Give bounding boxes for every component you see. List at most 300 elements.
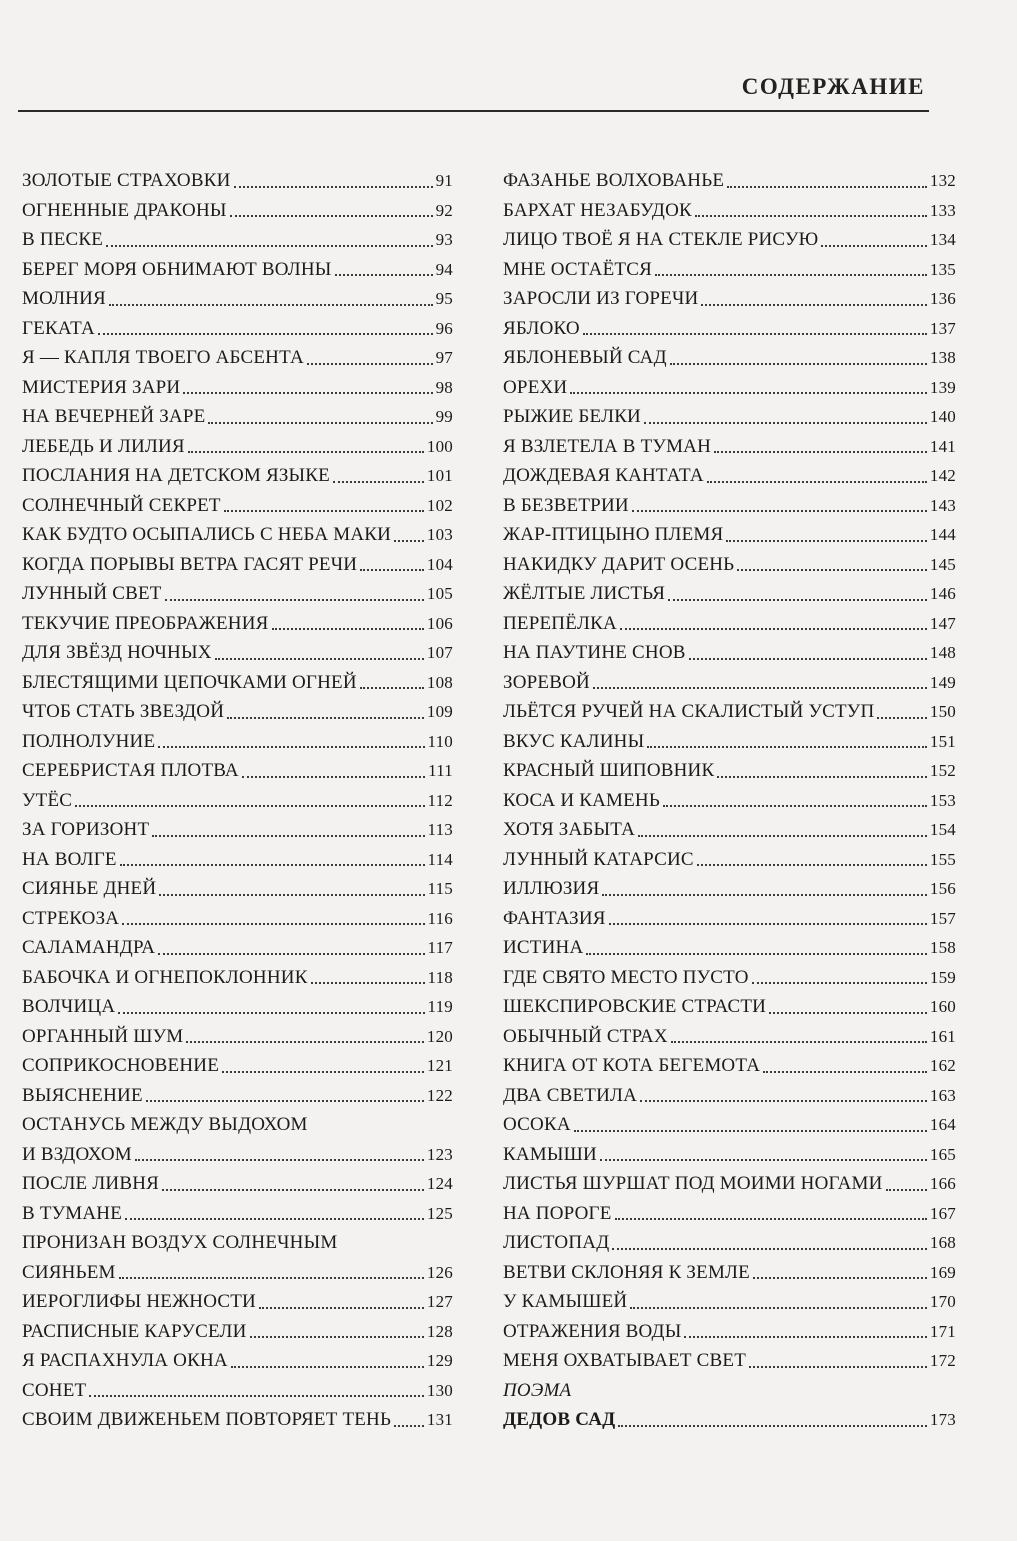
toc-entry xyxy=(22,1258,453,1288)
toc-entry-page: 105 xyxy=(426,584,453,603)
toc-entry-title: ИЕРОГЛИФЫ НЕЖНОСТИ xyxy=(22,1291,256,1312)
toc-entry xyxy=(22,550,453,580)
toc-entry-title: БЕРЕГ МОРЯ ОБНИМАЮТ ВОЛНЫ xyxy=(22,258,332,280)
toc-entry-page: 156 xyxy=(929,879,956,898)
toc-entry-page: 158 xyxy=(929,938,956,957)
toc-entry-title: ЛУННЫЙ СВЕТ xyxy=(22,583,162,604)
dot-leader xyxy=(208,422,432,424)
toc-entry-page: 157 xyxy=(929,908,956,928)
toc-entry-title: КАК БУДТО ОСЫПАЛИСЬ С НЕБА МАКИ xyxy=(22,524,392,545)
dot-leader xyxy=(98,333,433,335)
toc-entry xyxy=(503,1405,956,1435)
dot-leader xyxy=(311,982,425,984)
toc-entry xyxy=(22,874,453,904)
toc-entry-title: В БЕЗВЕТРИИ xyxy=(503,494,629,516)
dot-leader xyxy=(394,1425,424,1427)
toc-entry-page: 142 xyxy=(929,466,956,485)
toc-entry-title: ЗАРОСЛИ ИЗ ГОРЕЧИ xyxy=(503,288,699,309)
dot-leader xyxy=(821,245,926,247)
toc-entry-page: 117 xyxy=(427,938,453,957)
dot-leader xyxy=(647,746,927,748)
toc-entry-page: 131 xyxy=(426,1410,453,1429)
toc-entry xyxy=(22,579,453,609)
toc-entry xyxy=(22,491,453,521)
toc-entry-page: 151 xyxy=(929,731,956,751)
dot-leader xyxy=(618,1425,927,1427)
toc-entry-page: 128 xyxy=(426,1321,453,1341)
toc-entry-page: 164 xyxy=(929,1115,956,1134)
dot-leader xyxy=(125,1218,424,1220)
dot-leader xyxy=(763,1071,927,1073)
toc-entry-page: 162 xyxy=(929,1056,956,1075)
dot-leader xyxy=(655,274,927,276)
toc-entry-page: 147 xyxy=(929,613,956,633)
toc-entry-page: 103 xyxy=(426,525,453,544)
toc-entry-title: ВЫЯСНЕНИЕ xyxy=(22,1084,143,1106)
toc-entry-title: НА ВОЛГЕ xyxy=(22,848,117,870)
toc-entry xyxy=(503,491,956,521)
toc-entry xyxy=(503,933,956,963)
toc-entry-title: ЗА ГОРИЗОНТ xyxy=(22,819,150,840)
toc-entry-page: 169 xyxy=(929,1262,956,1282)
toc-entry-title: ЖЁЛТЫЕ ЛИСТЬЯ xyxy=(503,583,666,604)
toc-entry-title: ЛИЦО ТВОЁ Я НА СТЕКЛЕ РИСУЮ xyxy=(503,229,819,250)
header-divider xyxy=(18,110,929,112)
dot-leader xyxy=(360,569,424,571)
dot-leader xyxy=(586,953,927,955)
toc-entry-page: 116 xyxy=(427,908,453,928)
page-title: СОДЕРЖАНИЕ xyxy=(741,74,925,99)
toc-entry xyxy=(503,550,956,580)
dot-leader xyxy=(333,481,424,483)
toc-entry-page: 100 xyxy=(426,436,453,456)
toc-entry-title: Я РАСПАХНУЛА ОКНА xyxy=(22,1350,228,1371)
toc-entry-title: СВОИМ ДВИЖЕНЬЕМ ПОВТОРЯЕТ ТЕНЬ xyxy=(22,1409,392,1430)
toc-entry-title: ПОСЛАНИЯ НА ДЕТСКОМ ЯЗЫКЕ xyxy=(22,465,330,486)
dot-leader xyxy=(146,1100,424,1102)
toc-entry xyxy=(22,343,453,373)
toc-entry-title: ПОЭМА xyxy=(503,1379,572,1401)
toc-entry xyxy=(22,1346,453,1376)
toc-entry-title: КОСА И КАМЕНЬ xyxy=(503,789,660,811)
toc-entry xyxy=(22,756,453,786)
toc-entry xyxy=(503,1169,956,1199)
toc-entry-page: 136 xyxy=(929,289,956,308)
toc-entry xyxy=(503,1317,956,1347)
toc-entry-page: 101 xyxy=(426,466,453,485)
dot-leader xyxy=(714,451,927,453)
dot-leader xyxy=(609,923,927,925)
toc-entry xyxy=(22,786,453,816)
toc-entry-title: ОРГАННЫЙ ШУМ xyxy=(22,1025,184,1047)
toc-entry-page: 99 xyxy=(435,407,453,426)
toc-entry xyxy=(503,874,956,904)
toc-entry-page: 153 xyxy=(929,790,956,810)
toc-entry xyxy=(503,1051,956,1081)
toc-entry-page: 155 xyxy=(929,849,956,869)
toc-entry-page: 92 xyxy=(435,200,453,220)
toc-entry xyxy=(503,461,956,491)
toc-entry-page: 91 xyxy=(435,171,453,190)
toc-entry-page: 170 xyxy=(929,1292,956,1311)
dot-leader xyxy=(632,510,927,512)
toc-entry-title: ЯБЛОНЕВЫЙ САД xyxy=(503,347,667,368)
toc-entry xyxy=(22,845,453,875)
toc-entry-title: КРАСНЫЙ ШИПОВНИК xyxy=(503,760,715,781)
toc-entry-title: САЛАМАНДРА xyxy=(22,937,156,958)
dot-leader xyxy=(663,805,927,807)
toc-entry-title: ЛИСТЬЯ ШУРШАТ ПОД МОИМИ НОГАМИ xyxy=(503,1173,883,1194)
dot-leader xyxy=(737,569,927,571)
toc-column-right xyxy=(503,166,956,1435)
dot-leader xyxy=(671,1041,927,1043)
toc-entry xyxy=(22,1022,453,1052)
toc-entry-page: 130 xyxy=(426,1380,453,1400)
toc-entry-title: И ВЗДОХОМ xyxy=(22,1143,132,1165)
dot-leader xyxy=(689,658,927,660)
toc-entry-page: 163 xyxy=(929,1085,956,1105)
toc-entry xyxy=(22,933,453,963)
toc-entry-title: СИЯНЬЕ ДНЕЙ xyxy=(22,878,157,899)
dot-leader xyxy=(227,717,424,719)
toc-entry xyxy=(22,992,453,1022)
dot-leader xyxy=(230,215,433,217)
toc-entry-title: ПЕРЕПЁЛКА xyxy=(503,612,617,634)
toc-entry-page: 104 xyxy=(426,554,453,574)
toc-entry-title: ГДЕ СВЯТО МЕСТО ПУСТО xyxy=(503,966,749,988)
toc-entry xyxy=(22,697,453,727)
toc-entry xyxy=(503,225,956,255)
toc-entry-page: 107 xyxy=(426,643,453,662)
toc-entry-title: ШЕКСПИРОВСКИЕ СТРАСТИ xyxy=(503,996,767,1017)
toc-entry-title: БЛЕСТЯЩИМИ ЦЕПОЧКАМИ ОГНЕЙ xyxy=(22,671,357,693)
dot-leader xyxy=(593,687,927,689)
toc-entry-page: 123 xyxy=(426,1144,453,1164)
toc-entry-page: 173 xyxy=(929,1410,956,1429)
toc-entry-page: 111 xyxy=(428,761,453,780)
toc-entry-title: ДОЖДЕВАЯ КАНТАТА xyxy=(503,465,704,486)
toc-entry xyxy=(503,727,956,757)
toc-entry-page: 137 xyxy=(929,318,956,338)
toc-entry xyxy=(22,314,453,344)
toc-entry-page: 127 xyxy=(426,1292,453,1311)
toc-entry xyxy=(503,373,956,403)
toc-entry xyxy=(503,1376,956,1406)
toc-entry-title: ЛЬЁТСЯ РУЧЕЙ НА СКАЛИСТЫЙ УСТУП xyxy=(503,701,875,722)
dot-leader xyxy=(259,1307,424,1309)
toc-entry xyxy=(503,1022,956,1052)
toc-entry-page: 119 xyxy=(427,997,453,1016)
dot-leader xyxy=(152,835,424,837)
toc-entry-page: 149 xyxy=(929,672,956,692)
toc-entry xyxy=(503,196,956,226)
dot-leader xyxy=(717,776,927,778)
dot-leader xyxy=(307,363,433,365)
toc-entry-page: 141 xyxy=(929,436,956,456)
toc-entry xyxy=(22,255,453,285)
toc-entry-page: 168 xyxy=(929,1233,956,1252)
dot-leader xyxy=(695,215,927,217)
toc-entry-page: 148 xyxy=(929,643,956,662)
dot-leader xyxy=(600,1159,927,1161)
dot-leader xyxy=(697,864,927,866)
toc-entry-page: 160 xyxy=(929,997,956,1016)
toc-entry-title: ФАЗАНЬЕ ВОЛХОВАНЬЕ xyxy=(503,170,725,191)
toc-entry xyxy=(503,845,956,875)
toc-entry xyxy=(22,1317,453,1347)
toc-entry xyxy=(22,638,453,668)
dot-leader xyxy=(615,1218,927,1220)
toc-entry xyxy=(22,963,453,993)
toc-entry-page: 152 xyxy=(929,761,956,780)
toc-entry xyxy=(503,668,956,698)
toc-entry-page: 145 xyxy=(929,554,956,574)
toc-entry xyxy=(22,1376,453,1406)
toc-entry-title: ОСОКА xyxy=(503,1114,571,1135)
dot-leader xyxy=(109,304,433,306)
dot-leader xyxy=(360,687,424,689)
toc-entry xyxy=(22,196,453,226)
toc-entry-title: СИЯНЬЕМ xyxy=(22,1261,116,1283)
dot-leader xyxy=(886,1189,927,1191)
toc-entry xyxy=(503,1199,956,1229)
dot-leader xyxy=(684,1336,926,1338)
toc-entry-title: ПОСЛЕ ЛИВНЯ xyxy=(22,1173,159,1194)
dot-leader xyxy=(158,953,424,955)
toc-entry xyxy=(22,461,453,491)
toc-entry-title: ЛИСТОПАД xyxy=(503,1232,610,1253)
toc-entry-page: 161 xyxy=(929,1026,956,1046)
toc-entry xyxy=(503,756,956,786)
toc-entry-title: КАМЫШИ xyxy=(503,1143,597,1165)
toc-entry-page: 96 xyxy=(435,318,453,338)
toc-entry-page: 139 xyxy=(929,377,956,397)
toc-entry-page: 108 xyxy=(426,672,453,692)
toc-entry-title: Я ВЗЛЕТЕЛА В ТУМАН xyxy=(503,435,712,457)
toc-entry-page: 97 xyxy=(435,348,453,367)
toc-entry-page: 172 xyxy=(929,1351,956,1370)
toc-entry-title: ОТРАЖЕНИЯ ВОДЫ xyxy=(503,1320,682,1342)
toc-entry-title: ЯБЛОКО xyxy=(503,317,580,339)
toc-entry-title: НА ПОРОГЕ xyxy=(503,1202,612,1224)
toc-entry-title: РЫЖИЕ БЕЛКИ xyxy=(503,406,641,427)
toc-entry-page: 143 xyxy=(929,495,956,515)
toc-entry-title: СОНЕТ xyxy=(22,1379,87,1401)
toc-entry-page: 125 xyxy=(426,1203,453,1223)
toc-entry-page: 171 xyxy=(929,1321,956,1341)
toc-entry-title: КНИГА ОТ КОТА БЕГЕМОТА xyxy=(503,1055,761,1076)
dot-leader xyxy=(165,599,424,601)
toc-entry xyxy=(503,815,956,845)
toc-entry xyxy=(22,1287,453,1317)
dot-leader xyxy=(118,1012,424,1014)
toc-entry-title: В ТУМАНЕ xyxy=(22,1202,123,1224)
dot-leader xyxy=(753,1277,927,1279)
toc-column-left xyxy=(22,166,453,1435)
toc-entry xyxy=(503,255,956,285)
toc-entry-title: ДВА СВЕТИЛА xyxy=(503,1084,637,1106)
dot-leader xyxy=(752,982,927,984)
dot-leader xyxy=(215,658,424,660)
toc-entry-page: 129 xyxy=(426,1351,453,1370)
dot-leader xyxy=(644,422,927,424)
toc-entry xyxy=(22,609,453,639)
dot-leader xyxy=(162,1189,424,1191)
toc-entry xyxy=(503,579,956,609)
dot-leader xyxy=(119,1277,424,1279)
toc-entry-title: ФАНТАЗИЯ xyxy=(503,907,606,929)
toc-entry xyxy=(22,1110,453,1140)
dot-leader xyxy=(75,805,424,807)
toc-entry-page: 102 xyxy=(426,495,453,515)
toc-entry xyxy=(22,284,453,314)
toc-entry-title: Я — КАПЛЯ ТВОЕГО АБСЕНТА xyxy=(22,347,304,368)
toc-entry xyxy=(503,963,956,993)
toc-entry-page: 166 xyxy=(929,1174,956,1193)
toc-entry-page: 140 xyxy=(929,407,956,426)
dot-leader xyxy=(620,628,927,630)
toc-entry-title: СЕРЕБРИСТАЯ ПЛОТВА xyxy=(22,760,239,781)
toc-entry xyxy=(22,225,453,255)
toc-entry xyxy=(503,343,956,373)
toc-entry-title: МОЛНИЯ xyxy=(22,288,106,309)
toc-entry-page: 95 xyxy=(435,289,453,308)
dot-leader xyxy=(640,1100,927,1102)
toc-entry-page: 154 xyxy=(929,820,956,839)
dot-leader xyxy=(701,304,926,306)
dot-leader xyxy=(630,1307,927,1309)
toc-entry xyxy=(22,373,453,403)
toc-entry xyxy=(22,1199,453,1229)
toc-entry xyxy=(503,904,956,934)
toc-entry xyxy=(503,432,956,462)
toc-entry-title: ПОЛНОЛУНИЕ xyxy=(22,730,156,752)
toc-entry xyxy=(503,1081,956,1111)
dot-leader xyxy=(707,481,927,483)
toc-entry xyxy=(503,697,956,727)
toc-entry xyxy=(22,727,453,757)
toc-entry xyxy=(503,1258,956,1288)
dot-leader xyxy=(612,1248,927,1250)
toc-entry-title: ОРЕХИ xyxy=(503,376,568,398)
toc-entry-page: 135 xyxy=(929,259,956,279)
toc-entry-title: ОБЫЧНЫЙ СТРАХ xyxy=(503,1025,668,1047)
toc-entry xyxy=(503,638,956,668)
toc-entry-page: 93 xyxy=(435,230,453,249)
toc-entry-page: 112 xyxy=(427,790,453,810)
toc-entry-title: НА ПАУТИНЕ СНОВ xyxy=(503,642,686,663)
toc-entry xyxy=(503,314,956,344)
toc-entry-page: 150 xyxy=(929,702,956,721)
toc-entry-page: 159 xyxy=(929,967,956,987)
toc-entry-title: ЛЕБЕДЬ И ЛИЛИЯ xyxy=(22,435,185,457)
toc-entry-title: ВЕТВИ СКЛОНЯЯ К ЗЕМЛЕ xyxy=(503,1261,750,1283)
dot-leader xyxy=(120,864,425,866)
toc-entry-page: 122 xyxy=(426,1085,453,1105)
dot-leader xyxy=(638,835,927,837)
toc-entry-title: ОСТАНУСЬ МЕЖДУ ВЫДОХОМ xyxy=(22,1114,308,1135)
toc-entry xyxy=(503,1110,956,1140)
toc-entry xyxy=(503,520,956,550)
dot-leader xyxy=(186,1041,424,1043)
dot-leader xyxy=(183,392,432,394)
toc-entry-title: НАКИДКУ ДАРИТ ОСЕНЬ xyxy=(503,553,735,575)
toc-entry-title: СОПРИКОСНОВЕНИЕ xyxy=(22,1055,219,1076)
dot-leader xyxy=(727,186,927,188)
toc-entry-title: БАРХАТ НЕЗАБУДОК xyxy=(503,199,692,221)
toc-entry-title: КОГДА ПОРЫВЫ ВЕТРА ГАСЯТ РЕЧИ xyxy=(22,553,358,575)
toc-entry xyxy=(22,1228,453,1258)
toc-entry-page: 114 xyxy=(427,849,453,869)
toc-entry-title: ИСТИНА xyxy=(503,937,584,958)
toc-entry xyxy=(503,1287,956,1317)
toc-entry-title: МЕНЯ ОХВАТЫВАЕТ СВЕТ xyxy=(503,1350,747,1371)
toc-entry xyxy=(503,1228,956,1258)
toc-entry-title: У КАМЫШЕЙ xyxy=(503,1291,628,1312)
toc-entry xyxy=(22,1169,453,1199)
dot-leader xyxy=(272,628,424,630)
toc-entry-title: ЧТОБ СТАТЬ ЗВЕЗДОЙ xyxy=(22,701,225,722)
dot-leader xyxy=(242,776,425,778)
toc-entry-title: ВКУС КАЛИНЫ xyxy=(503,730,645,752)
toc-entry xyxy=(503,609,956,639)
toc-entry-page: 118 xyxy=(427,967,453,987)
toc-entry-title: В ПЕСКЕ xyxy=(22,229,104,250)
dot-leader xyxy=(234,186,433,188)
dot-leader xyxy=(583,333,927,335)
toc-entry xyxy=(22,166,453,196)
dot-leader xyxy=(222,1071,424,1073)
dot-leader xyxy=(335,274,433,276)
toc-entry-page: 113 xyxy=(427,820,453,839)
toc-entry-title: ГЕКАТА xyxy=(22,317,95,339)
dot-leader xyxy=(135,1159,424,1161)
toc-entry xyxy=(503,992,956,1022)
toc-entry-title: БАБОЧКА И ОГНЕПОКЛОННИК xyxy=(22,966,308,988)
toc-entry xyxy=(22,904,453,934)
toc-entry-title: ХОТЯ ЗАБЫТА xyxy=(503,819,636,840)
toc-entry xyxy=(503,1346,956,1376)
dot-leader xyxy=(749,1366,927,1368)
dot-leader xyxy=(726,540,927,542)
dot-leader xyxy=(158,746,424,748)
toc-entry-title: ИЛЛЮЗИЯ xyxy=(503,878,600,899)
dot-leader xyxy=(394,540,424,542)
toc-entry-title: МИСТЕРИЯ ЗАРИ xyxy=(22,376,181,398)
toc-entry-title: ЛУННЫЙ КАТАРСИС xyxy=(503,848,694,870)
toc-entry-title: ЖАР-ПТИЦЫНО ПЛЕМЯ xyxy=(503,524,724,545)
toc-entry xyxy=(503,786,956,816)
toc-entry-page: 110 xyxy=(427,731,453,751)
toc-entry xyxy=(22,432,453,462)
toc-entry xyxy=(22,1051,453,1081)
toc-entry xyxy=(503,284,956,314)
toc-entry-title: СТРЕКОЗА xyxy=(22,907,120,929)
toc-entry xyxy=(22,1081,453,1111)
toc-entry-page: 120 xyxy=(426,1026,453,1046)
toc-entry-page: 133 xyxy=(929,200,956,220)
toc-entry-title: ДЕДОВ САД xyxy=(503,1409,616,1430)
dot-leader xyxy=(769,1012,927,1014)
dot-leader xyxy=(231,1366,424,1368)
toc-entry-title: ВОЛЧИЦА xyxy=(22,996,116,1017)
dot-leader xyxy=(188,451,424,453)
toc-entry-page: 124 xyxy=(426,1174,453,1193)
toc-entry-page: 167 xyxy=(929,1203,956,1223)
toc-entry xyxy=(22,1405,453,1435)
toc-entry xyxy=(22,402,453,432)
dot-leader xyxy=(877,717,927,719)
